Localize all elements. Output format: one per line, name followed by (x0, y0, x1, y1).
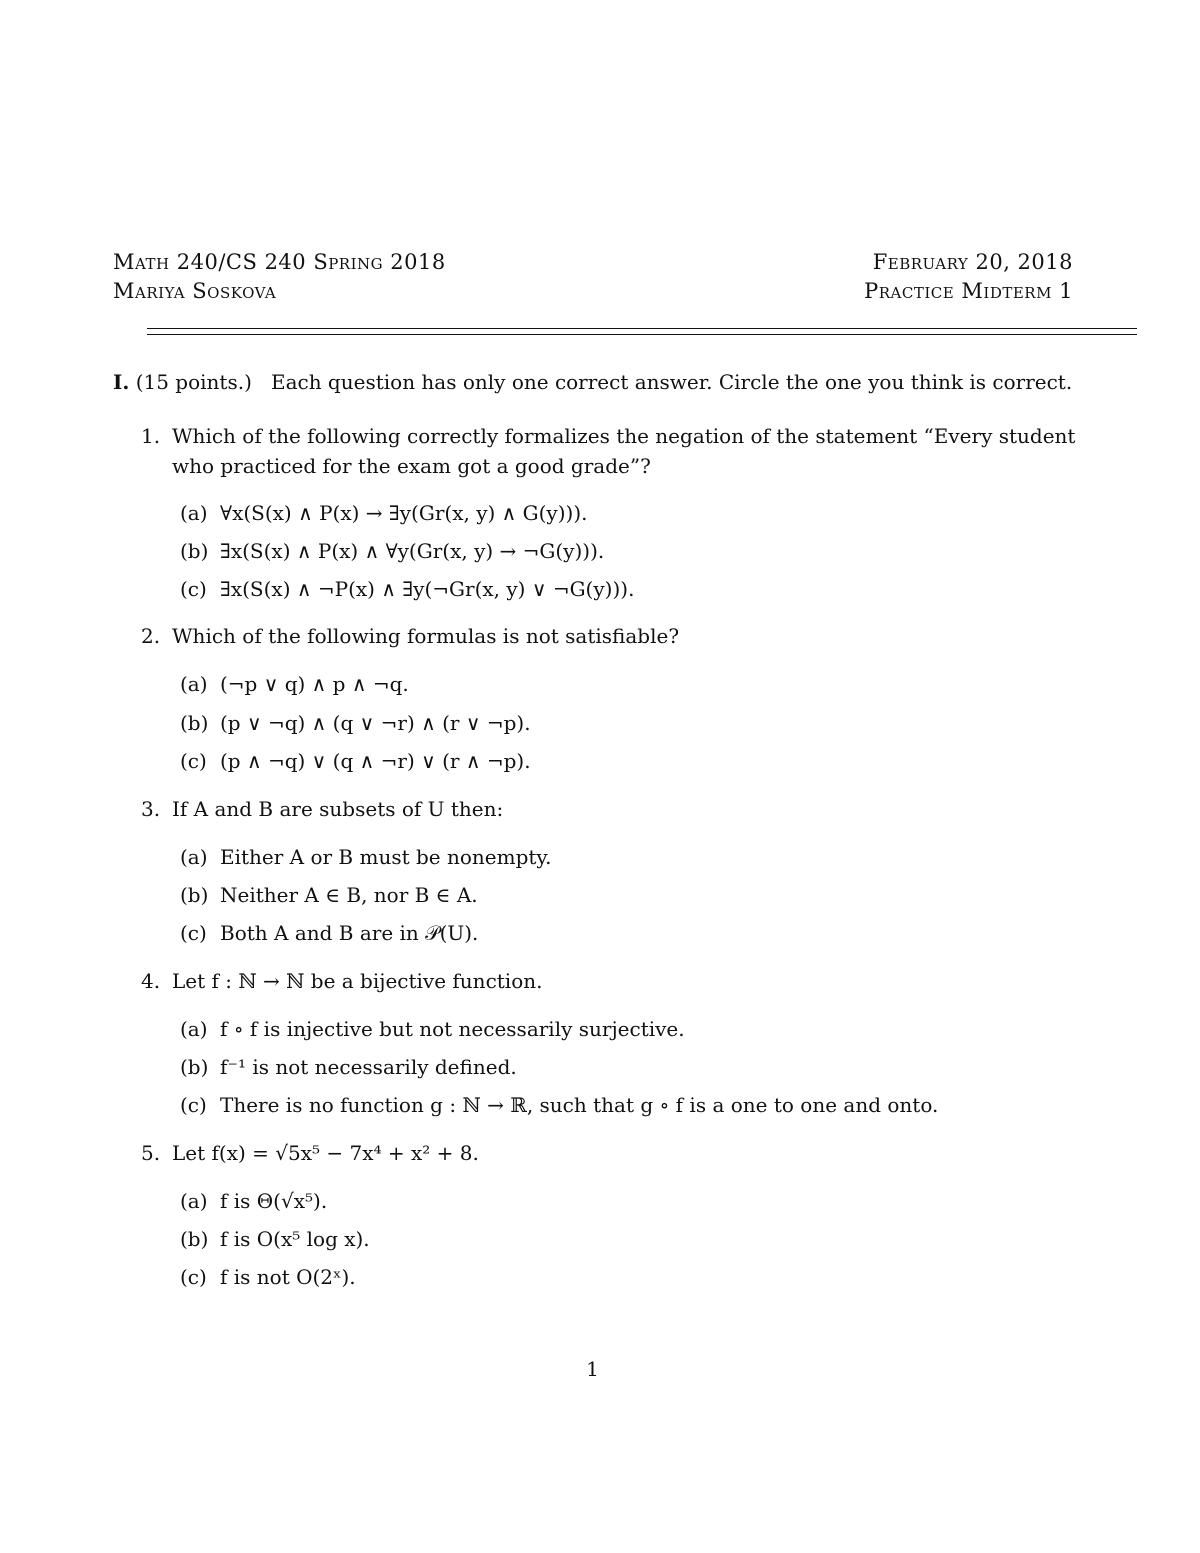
option-text: (p ∧ ¬q) ∨ (q ∧ ¬r) ∨ (r ∧ ¬p). (220, 749, 531, 773)
option-label: (a) (180, 1189, 208, 1213)
option-label: (b) (180, 539, 209, 563)
option-label: (c) (180, 1093, 207, 1117)
option-label: (a) (180, 845, 208, 869)
section-label: I. (113, 370, 130, 394)
option-label: (b) (180, 883, 209, 907)
option-label: (c) (180, 749, 207, 773)
exam-date: February 20, 2018 (872, 250, 1073, 274)
option-text: ∃x(S(x) ∧ P(x) ∧ ∀y(Gr(x, y) → ¬G(y))). (220, 539, 605, 563)
course-title: Math 240/CS 240 Spring 2018 (113, 250, 446, 274)
page-number: 1 (586, 1357, 599, 1381)
question-text-continued: who practiced for the exam got a good grade”? (172, 454, 651, 478)
option-text: ∀x(S(x) ∧ P(x) → ∃y(Gr(x, y) ∧ G(y))). (220, 501, 588, 525)
question-text: Which of the following correctly formalizes the negation of the statement “Every student (172, 424, 1076, 448)
option-text: f is not O(2ˣ). (220, 1265, 356, 1289)
option-label: (b) (180, 1227, 209, 1251)
option-text: Neither A ∈ B, nor B ∈ A. (220, 883, 478, 907)
question-text: Let f(x) = √5x⁵ − 7x⁴ + x² + 8. (172, 1141, 479, 1165)
question-number: 3. (141, 797, 161, 821)
question-text: If A and B are subsets of U then: (172, 797, 504, 821)
option-label: (a) (180, 1017, 208, 1041)
question-text: Which of the following formulas is not satisfiable? (172, 624, 680, 648)
option-text: Either A or B must be nonempty. (220, 845, 552, 869)
question-number: 2. (141, 624, 161, 648)
option-text: (¬p ∨ q) ∧ p ∧ ¬q. (220, 672, 409, 696)
question-number: 5. (141, 1141, 161, 1165)
exam-title: Practice Midterm 1 (864, 279, 1073, 303)
option-label: (c) (180, 577, 207, 601)
option-label: (b) (180, 1055, 209, 1079)
question-text: Let f : ℕ → ℕ be a bijective function. (172, 969, 543, 993)
header-rule-bottom (147, 334, 1137, 335)
option-label: (c) (180, 921, 207, 945)
option-text: f ∘ f is injective but not necessarily surjective. (220, 1017, 685, 1041)
option-label: (a) (180, 501, 208, 525)
option-text: Both A and B are in 𝒫(U). (220, 921, 479, 945)
question-number: 1. (141, 424, 161, 448)
header-rule-top (147, 328, 1137, 329)
option-label: (a) (180, 672, 208, 696)
option-label: (c) (180, 1265, 207, 1289)
section-points: (15 points.) (135, 370, 252, 394)
section-instructions: Each question has only one correct answer. Circle the one you think is correct. (270, 370, 1073, 394)
option-label: (b) (180, 711, 209, 735)
option-text: (p ∨ ¬q) ∧ (q ∨ ¬r) ∧ (r ∨ ¬p). (220, 711, 531, 735)
section-heading (113, 370, 1072, 394)
option-text: f⁻¹ is not necessarily defined. (220, 1055, 517, 1079)
option-text: There is no function g : ℕ → ℝ, such that g ∘ f is a one to one and onto. (220, 1093, 939, 1117)
option-text: ∃x(S(x) ∧ ¬P(x) ∧ ∃y(¬Gr(x, y) ∨ ¬G(y))). (220, 577, 635, 601)
instructor-name: Mariya Soskova (113, 279, 277, 303)
option-text: f is O(x⁵ log x). (220, 1227, 370, 1251)
option-text: f is Θ(√x⁵). (220, 1189, 328, 1213)
question-number: 4. (141, 969, 161, 993)
